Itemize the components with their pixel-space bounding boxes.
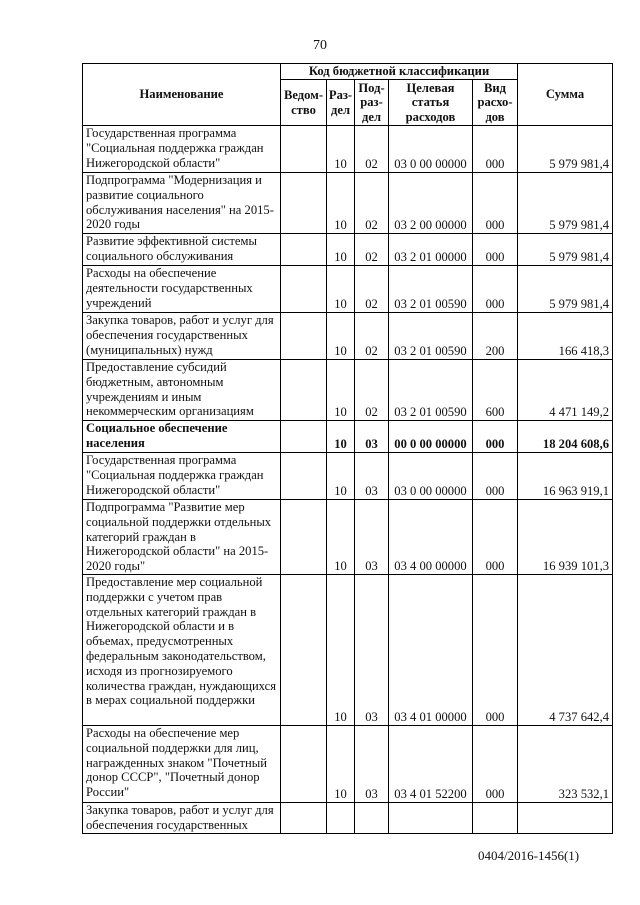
- row-razdel: 10: [327, 234, 355, 266]
- row-podrazdel: 02: [355, 234, 389, 266]
- row-podrazdel: 03: [355, 453, 389, 500]
- table-row: [83, 173, 613, 234]
- row-podrazdel: 02: [355, 126, 389, 173]
- row-celevaya: 00 0 00 00000: [389, 421, 473, 453]
- row-razdel: 10: [327, 173, 355, 234]
- row-vedomstvo: [281, 575, 327, 726]
- row-vid: 000: [473, 126, 518, 173]
- row-podrazdel: 03: [355, 500, 389, 575]
- header-razdel: Раз-дел: [327, 80, 355, 126]
- row-celevaya: 03 4 00 00000: [389, 500, 473, 575]
- row-razdel: 10: [327, 726, 355, 803]
- row-podrazdel: 02: [355, 266, 389, 313]
- row-podrazdel: 02: [355, 173, 389, 234]
- table-row: [83, 421, 613, 453]
- row-vid: 000: [473, 173, 518, 234]
- row-vid: 000: [473, 726, 518, 803]
- row-vedomstvo: [281, 313, 327, 360]
- row-razdel: 10: [327, 266, 355, 313]
- header-vedomstvo: Ведом-ство: [281, 80, 327, 126]
- row-vid: [473, 803, 518, 834]
- table-row: [83, 126, 613, 173]
- row-razdel: 10: [327, 500, 355, 575]
- row-celevaya: [389, 803, 473, 834]
- table-row: [83, 360, 613, 421]
- row-name: Государственная программа "Социальная поддержка граждан Нижегородской области": [83, 126, 281, 173]
- table-row: [83, 234, 613, 266]
- row-vedomstvo: [281, 360, 327, 421]
- row-summa: 5 979 981,4: [518, 266, 613, 313]
- row-vid: 000: [473, 575, 518, 726]
- row-celevaya: 03 4 01 00000: [389, 575, 473, 726]
- row-summa: 5 979 981,4: [518, 173, 613, 234]
- row-name: Расходы на обеспечение мер социальной поддержки для лиц, награжденных знаком "Почетный донор СССР", "Почетный донор России": [83, 726, 281, 803]
- row-podrazdel: 02: [355, 360, 389, 421]
- header-name: Наименование: [83, 64, 281, 126]
- row-vedomstvo: [281, 726, 327, 803]
- header-podrazdel: Под-раз-дел: [355, 80, 389, 126]
- row-summa: 5 979 981,4: [518, 126, 613, 173]
- row-podrazdel: 03: [355, 421, 389, 453]
- budget-table: [82, 63, 613, 834]
- row-summa: [518, 803, 613, 834]
- table-row: [83, 575, 613, 726]
- row-razdel: 10: [327, 126, 355, 173]
- row-name: Развитие эффективной системы социального обслуживания: [83, 234, 281, 266]
- row-summa: 323 532,1: [518, 726, 613, 803]
- row-razdel: 10: [327, 575, 355, 726]
- row-name: Расходы на обеспечение деятельности государственных учреждений: [83, 266, 281, 313]
- row-summa: 16 939 101,3: [518, 500, 613, 575]
- row-summa: 166 418,3: [518, 313, 613, 360]
- row-vedomstvo: [281, 453, 327, 500]
- header-kbk: Код бюджетной классификации: [281, 64, 518, 80]
- row-summa: 4 471 149,2: [518, 360, 613, 421]
- row-vid: 000: [473, 500, 518, 575]
- table-row: [83, 313, 613, 360]
- row-celevaya: 03 2 01 00590: [389, 313, 473, 360]
- row-name: Предоставление субсидий бюджетным, автономным учреждениям и иным некоммерческим организациям: [83, 360, 281, 421]
- row-celevaya: 03 0 00 00000: [389, 126, 473, 173]
- row-vid: 200: [473, 313, 518, 360]
- row-vid: 600: [473, 360, 518, 421]
- row-vedomstvo: [281, 803, 327, 834]
- table-row: [83, 803, 613, 834]
- row-razdel: 10: [327, 453, 355, 500]
- document-id: 0404/2016-1456(1): [478, 848, 580, 863]
- row-podrazdel: 03: [355, 726, 389, 803]
- row-name: Подпрограмма "Развитие мер социальной поддержки отдельных категорий граждан в Нижегородской области" на 2015-2020 годы": [83, 500, 281, 575]
- row-celevaya: 03 0 00 00000: [389, 453, 473, 500]
- row-name: Подпрограмма "Модернизация и развитие социального обслуживания населения" на 2015-2020 годы: [83, 173, 281, 234]
- row-celevaya: 03 2 01 00590: [389, 266, 473, 313]
- row-summa: 5 979 981,4: [518, 234, 613, 266]
- row-vedomstvo: [281, 500, 327, 575]
- row-celevaya: 03 2 00 00000: [389, 173, 473, 234]
- row-celevaya: 03 2 01 00590: [389, 360, 473, 421]
- row-vid: 000: [473, 234, 518, 266]
- row-celevaya: 03 2 01 00000: [389, 234, 473, 266]
- row-razdel: [327, 803, 355, 834]
- row-vid: 000: [473, 453, 518, 500]
- row-name: Государственная программа "Социальная поддержка граждан Нижегородской области": [83, 453, 281, 500]
- page-number: 70: [313, 38, 327, 53]
- table-row: [83, 500, 613, 575]
- row-vedomstvo: [281, 234, 327, 266]
- row-vid: 000: [473, 421, 518, 453]
- row-podrazdel: 02: [355, 313, 389, 360]
- row-razdel: 10: [327, 360, 355, 421]
- budget-body: [83, 126, 613, 834]
- row-summa: 16 963 919,1: [518, 453, 613, 500]
- row-summa: 18 204 608,6: [518, 421, 613, 453]
- row-vedomstvo: [281, 421, 327, 453]
- row-razdel: 10: [327, 313, 355, 360]
- row-summa: 4 737 642,4: [518, 575, 613, 726]
- header-celevaya: Целевая статья расходов: [389, 80, 473, 126]
- row-razdel: 10: [327, 421, 355, 453]
- table-row: [83, 453, 613, 500]
- row-name: Закупка товаров, работ и услуг для обеспечения государственных (муниципальных) нужд: [83, 313, 281, 360]
- header-summa: Сумма: [518, 64, 613, 126]
- table-row: [83, 266, 613, 313]
- row-name: Закупка товаров, работ и услуг для обеспечения государственных: [83, 803, 281, 834]
- row-vedomstvo: [281, 126, 327, 173]
- row-celevaya: 03 4 01 52200: [389, 726, 473, 803]
- row-name: Социальное обеспечение населения: [83, 421, 281, 453]
- row-name: Предоставление мер социальной поддержки с учетом прав отдельных категорий граждан в Нижегородской области и в объемах, предусмотренных федеральным законодательством, исходя из прогнозируемого количества граждан, нуждающихся в мерах социальной поддержки: [83, 575, 281, 726]
- row-vid: 000: [473, 266, 518, 313]
- table-row: [83, 726, 613, 803]
- row-podrazdel: 03: [355, 575, 389, 726]
- header-vid: Вид расхо-дов: [473, 80, 518, 126]
- row-podrazdel: [355, 803, 389, 834]
- row-vedomstvo: [281, 266, 327, 313]
- row-vedomstvo: [281, 173, 327, 234]
